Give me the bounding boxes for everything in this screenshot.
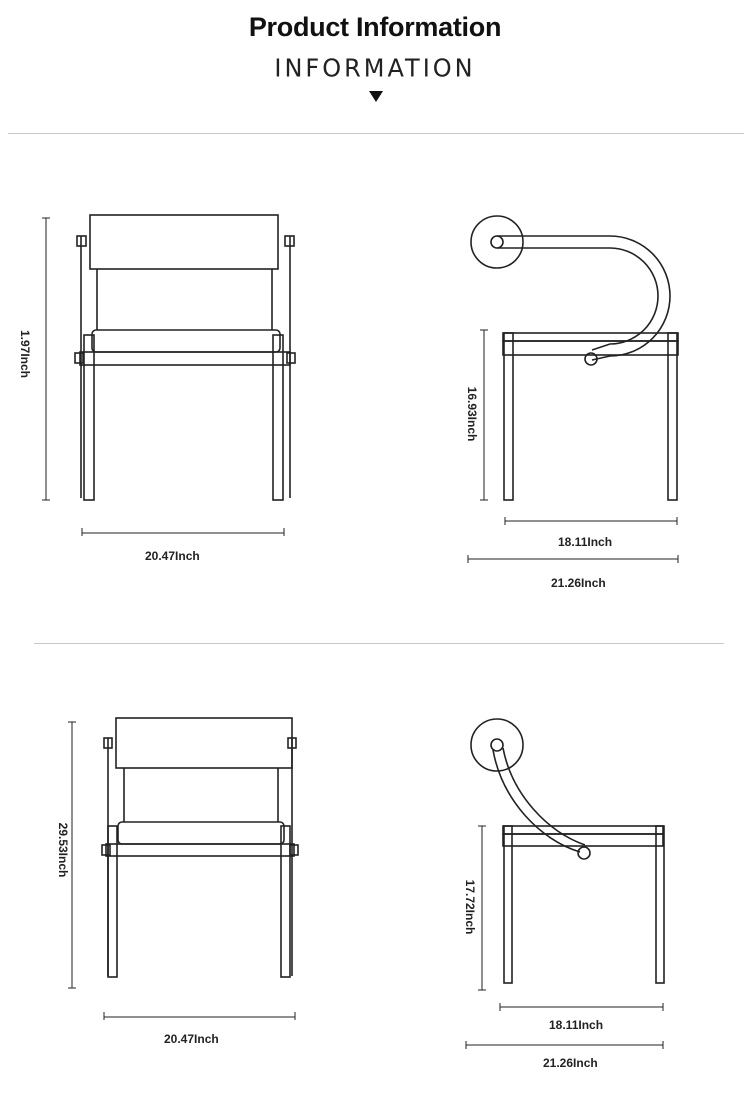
side-depth-label-2: 21.26Inch [543,1056,598,1070]
side-depth-label-1: 21.26Inch [551,576,606,590]
down-arrow-icon [369,91,383,102]
page-title: Product Information [248,12,502,42]
top-divider [8,133,744,134]
page-subtitle: INFORMATION [274,53,476,83]
front-width-label-1: 20.47Inch [145,549,200,563]
chair-front-view-1 [0,140,330,580]
side-seat-depth-label-2: 18.11Inch [549,1018,604,1032]
chair-side-view-1 [440,140,740,580]
side-height-label-2: 17.72Inch [463,879,477,935]
side-seat-depth-label-1: 18.11Inch [558,535,613,549]
middle-divider [34,643,724,644]
front-width-label-2: 20.47Inch [164,1032,219,1046]
front-height-label-1: 1.97Inch [18,329,32,379]
front-height-label-2: 29.53Inch [56,822,70,878]
side-height-label-1: 16.93Inch [465,386,479,442]
chair-front-view-2 [0,650,330,1050]
